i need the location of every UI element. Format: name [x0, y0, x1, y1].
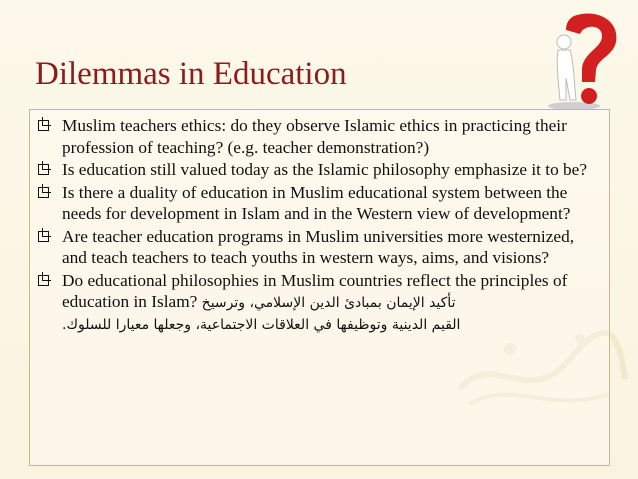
- question-mark-figure-icon: [544, 4, 630, 112]
- bullet-item: [36, 226, 601, 269]
- square-bullet-icon: [38, 275, 49, 286]
- bullet-text: Is education still valued today as the Islamic philosophy emphasize it to be?: [62, 160, 588, 179]
- bullet-list: [30, 110, 609, 336]
- square-bullet-icon: [38, 231, 49, 242]
- slide-title: Dilemmas in Education: [35, 56, 347, 92]
- square-bullet-icon: [38, 164, 49, 175]
- bullet-item: [36, 115, 601, 158]
- bullet-text: Do educational philosophies in Muslim countries reflect the principles of education in Islam?: [62, 270, 568, 311]
- arabic-text-line: القيم الدينية وتوظيفها في العلاقات الاجتماعية، وجعلها معيارا للسلوك.: [62, 316, 461, 333]
- square-bullet-icon: [38, 120, 49, 131]
- bullet-item: [36, 159, 601, 181]
- bullet-item: [36, 182, 601, 225]
- bullet-item: [36, 270, 601, 337]
- bullet-text: Are teacher education programs in Muslim universities more westernized, and teach teachers to teach youths in western ways, aims, and visions?: [62, 226, 575, 267]
- arabic-text-inline: تأكيد الإيمان بمبادئ الدين الإسلامي، وترسيخ: [201, 295, 456, 311]
- content-box: [29, 109, 610, 466]
- bullet-text: Is there a duality of education in Muslim educational system between the needs for development in Islam and in the Western view of development?: [62, 182, 571, 223]
- bullet-text: Muslim teachers ethics: do they observe Islamic ethics in practicing their profession of teaching? (e.g. teacher demonstration?): [62, 116, 567, 157]
- square-bullet-icon: [38, 187, 49, 198]
